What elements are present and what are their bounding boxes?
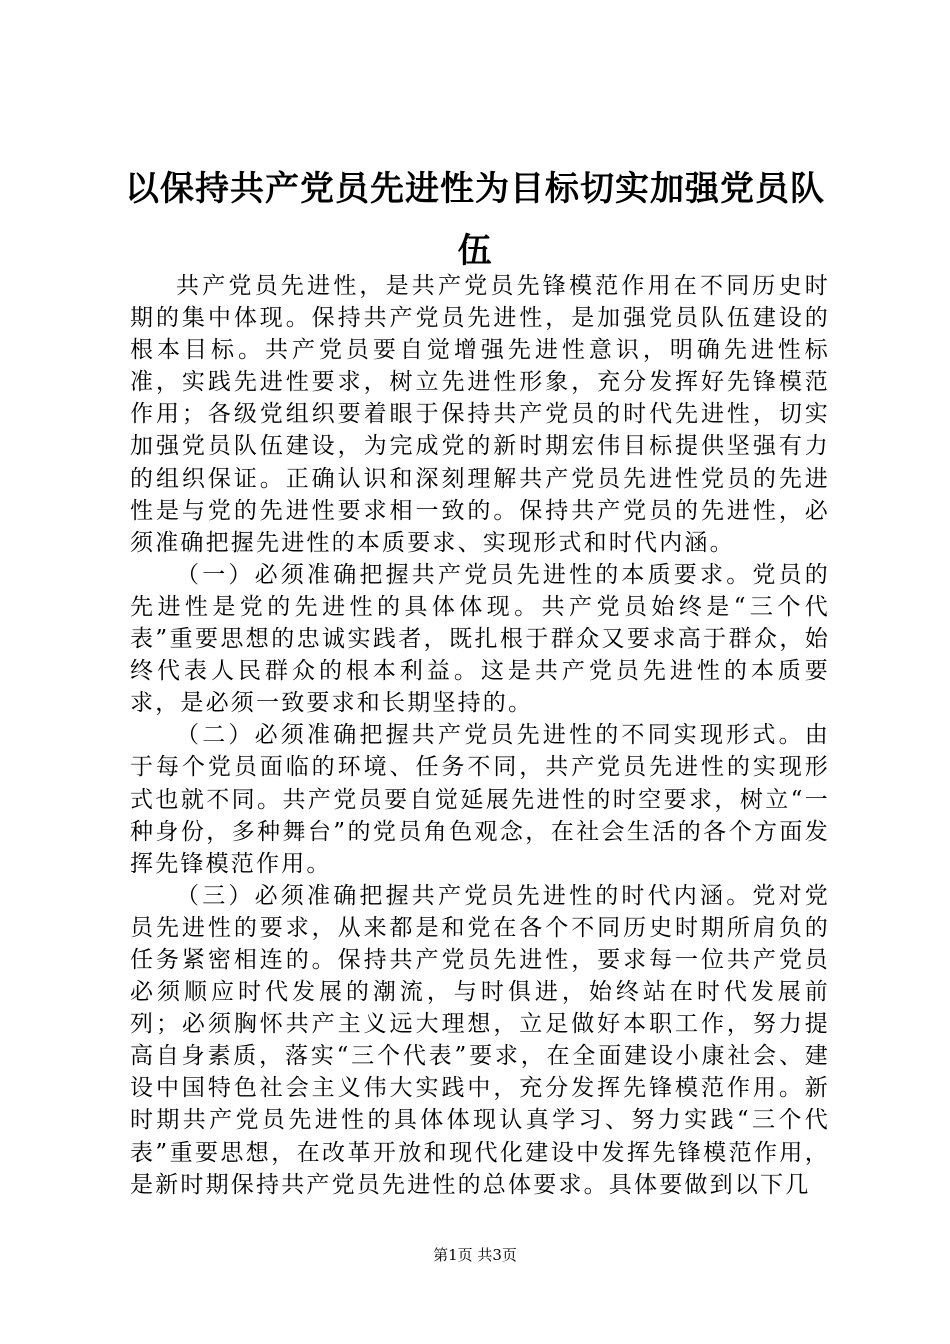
paragraph-section-3: （三）必须准确把握共产党员先进性的时代内涵。党对党员先进性的要求，从来都是和党在各个不同历史时期所肩负的任务紧密相连的。保持共产党员先进性，要求每一位共产党员必须顺应时代发展的潮流，与时俱进，始终站在时代发展前列；必须胸怀共产主义远大理想，立足做好本职工作，努力提高自身素质，落实“三个代表”要求，在全面建设小康社会、建设中国特色社会主义伟大实践中，充分发挥先锋模范作用。新时期共产党员先进性的具体体现认真学习、努力实践“三个代表”重要思想，在改革开放和现代化建设中发挥先锋模范作用，是新时期保持共产党员先进性的总体要求。具体要做到以下几: [130, 882, 830, 1198]
page-number-footer: 第1页 共3页: [433, 1246, 517, 1264]
paragraph-intro: 共产党员先进性，是共产党员先锋模范作用在不同历史时期的集中体现。保持共产党员先进性，是加强党员队伍建设的根本目标。共产党员要自觉增强先进性意识，明确先进性标准，实践先进性要求，树立先进性形象，充分发挥好先锋模范作用；各级党组织要着眼于保持共产党员的时代先进性，切实加强党员队伍建设，为完成党的新时期宏伟目标提供坚强有力的组织保证。正确认识和深刻理解共产党员先进性党员的先进性是与党的先进性要求相一致的。保持共产党员的先进性，必须准确把握先进性的本质要求、实现形式和时代内涵。: [130, 273, 830, 556]
document-body: [130, 270, 830, 1201]
paragraph-section-1: （一）必须准确把握共产党员先进性的本质要求。党员的先进性是党的先进性的具体体现。共产党员始终是“三个代表”重要思想的忠诚实践者，既扎根于群众又要求高于群众，始终代表人民群众的根本利益。这是共产党员先进性的本质要求，是必须一致要求和长期坚持的。: [130, 561, 830, 717]
paragraph-section-2: （二）必须准确把握共产党员先进性的不同实现形式。由于每个党员面临的环境、任务不同，共产党员先进性的实现形式也就不同。共产党员要自觉延展先进性的时空要求，树立“一种身份，多种舞台”的党员角色观念，在社会生活的各个方面发挥先锋模范作用。: [130, 722, 830, 877]
document-title: 以保持共产党员先进性为目标切实加强党员队伍: [125, 169, 825, 271]
